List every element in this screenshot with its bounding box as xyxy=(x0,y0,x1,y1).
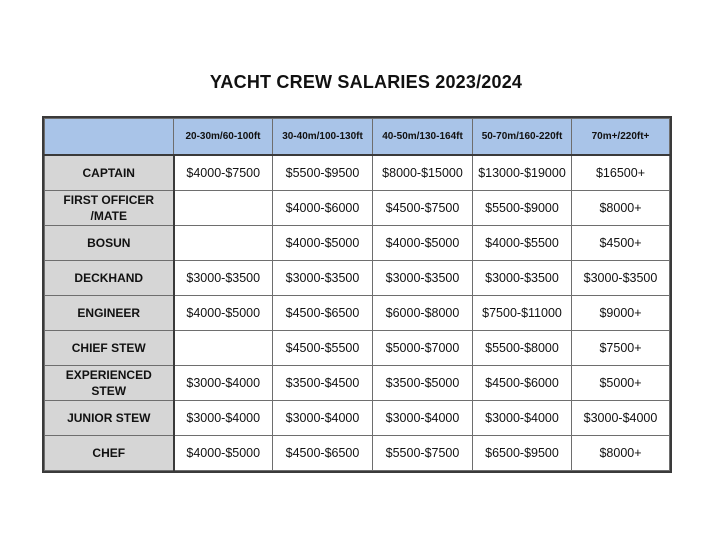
salary-cell: $16500+ xyxy=(572,155,670,190)
table-row xyxy=(45,190,670,225)
column-header: 30-40m/100-130ft xyxy=(273,119,373,156)
salary-cell: $8000-$15000 xyxy=(373,155,473,190)
salary-cell xyxy=(174,225,273,260)
salary-cell: $6000-$8000 xyxy=(373,295,473,330)
role-label: BOSUN xyxy=(45,225,174,260)
salary-cell: $5500-$8000 xyxy=(473,330,572,365)
salary-cell: $5000-$7000 xyxy=(373,330,473,365)
salary-cell xyxy=(174,330,273,365)
salary-cell: $5500-$7500 xyxy=(373,435,473,470)
salary-cell: $4500+ xyxy=(572,225,670,260)
table-row xyxy=(45,365,670,400)
table-row xyxy=(45,400,670,435)
salary-cell: $4000-$5000 xyxy=(174,295,273,330)
salary-cell: $3000-$4000 xyxy=(273,400,373,435)
page-title: YACHT CREW SALARIES 2023/2024 xyxy=(209,72,523,92)
salary-table xyxy=(44,118,670,471)
salary-cell: $4000-$5500 xyxy=(473,225,572,260)
salary-cell: $3500-$4500 xyxy=(273,365,373,400)
role-label: CHEF xyxy=(45,435,174,470)
role-label: EXPERIENCED STEW xyxy=(45,365,174,400)
salary-cell: $3000-$3500 xyxy=(174,260,273,295)
salary-cell: $7500-$11000 xyxy=(473,295,572,330)
table-row xyxy=(45,330,670,365)
column-header: 70m+/220ft+ xyxy=(572,119,670,156)
table-row xyxy=(45,225,670,260)
role-label: CAPTAIN xyxy=(45,155,174,190)
header-corner-cell xyxy=(45,119,174,156)
header-row xyxy=(45,119,670,156)
salary-cell: $4500-$6500 xyxy=(273,295,373,330)
salary-cell: $3000-$4000 xyxy=(572,400,670,435)
role-label: CHIEF STEW xyxy=(45,330,174,365)
role-label: ENGINEER xyxy=(45,295,174,330)
table-row xyxy=(45,435,670,470)
salary-cell: $4000-$6000 xyxy=(273,190,373,225)
salary-cell: $4500-$5500 xyxy=(273,330,373,365)
role-label: DECKHAND xyxy=(45,260,174,295)
salary-cell: $3000-$4000 xyxy=(373,400,473,435)
salary-cell: $5500-$9000 xyxy=(473,190,572,225)
table-row xyxy=(45,155,670,190)
salary-cell: $3000-$4000 xyxy=(174,365,273,400)
salary-cell: $4000-$7500 xyxy=(174,155,273,190)
role-label: FIRST OFFICER /MATE xyxy=(45,190,174,225)
salary-cell: $4000-$5000 xyxy=(273,225,373,260)
table-row xyxy=(45,295,670,330)
salary-cell: $4500-$6000 xyxy=(473,365,572,400)
salary-cell: $3000-$3500 xyxy=(473,260,572,295)
table-row xyxy=(45,260,670,295)
column-header: 50-70m/160-220ft xyxy=(473,119,572,156)
salary-cell: $8000+ xyxy=(572,190,670,225)
salary-cell: $4500-$6500 xyxy=(273,435,373,470)
salary-cell: $4000-$5000 xyxy=(174,435,273,470)
salary-cell: $9000+ xyxy=(572,295,670,330)
salary-cell: $3500-$5000 xyxy=(373,365,473,400)
salary-cell: $4500-$7500 xyxy=(373,190,473,225)
salary-cell: $6500-$9500 xyxy=(473,435,572,470)
column-header: 40-50m/130-164ft xyxy=(373,119,473,156)
salary-cell: $5000+ xyxy=(572,365,670,400)
column-header: 20-30m/60-100ft xyxy=(174,119,273,156)
salary-cell: $3000-$4000 xyxy=(473,400,572,435)
salary-cell: $8000+ xyxy=(572,435,670,470)
salary-cell: $4000-$5000 xyxy=(373,225,473,260)
salary-cell: $5500-$9500 xyxy=(273,155,373,190)
salary-cell: $7500+ xyxy=(572,330,670,365)
salary-cell: $3000-$3500 xyxy=(572,260,670,295)
salary-cell: $3000-$4000 xyxy=(174,400,273,435)
salary-cell: $3000-$3500 xyxy=(373,260,473,295)
role-label: JUNIOR STEW xyxy=(45,400,174,435)
salary-cell xyxy=(174,190,273,225)
salary-cell: $13000-$19000 xyxy=(473,155,572,190)
salary-cell: $3000-$3500 xyxy=(273,260,373,295)
